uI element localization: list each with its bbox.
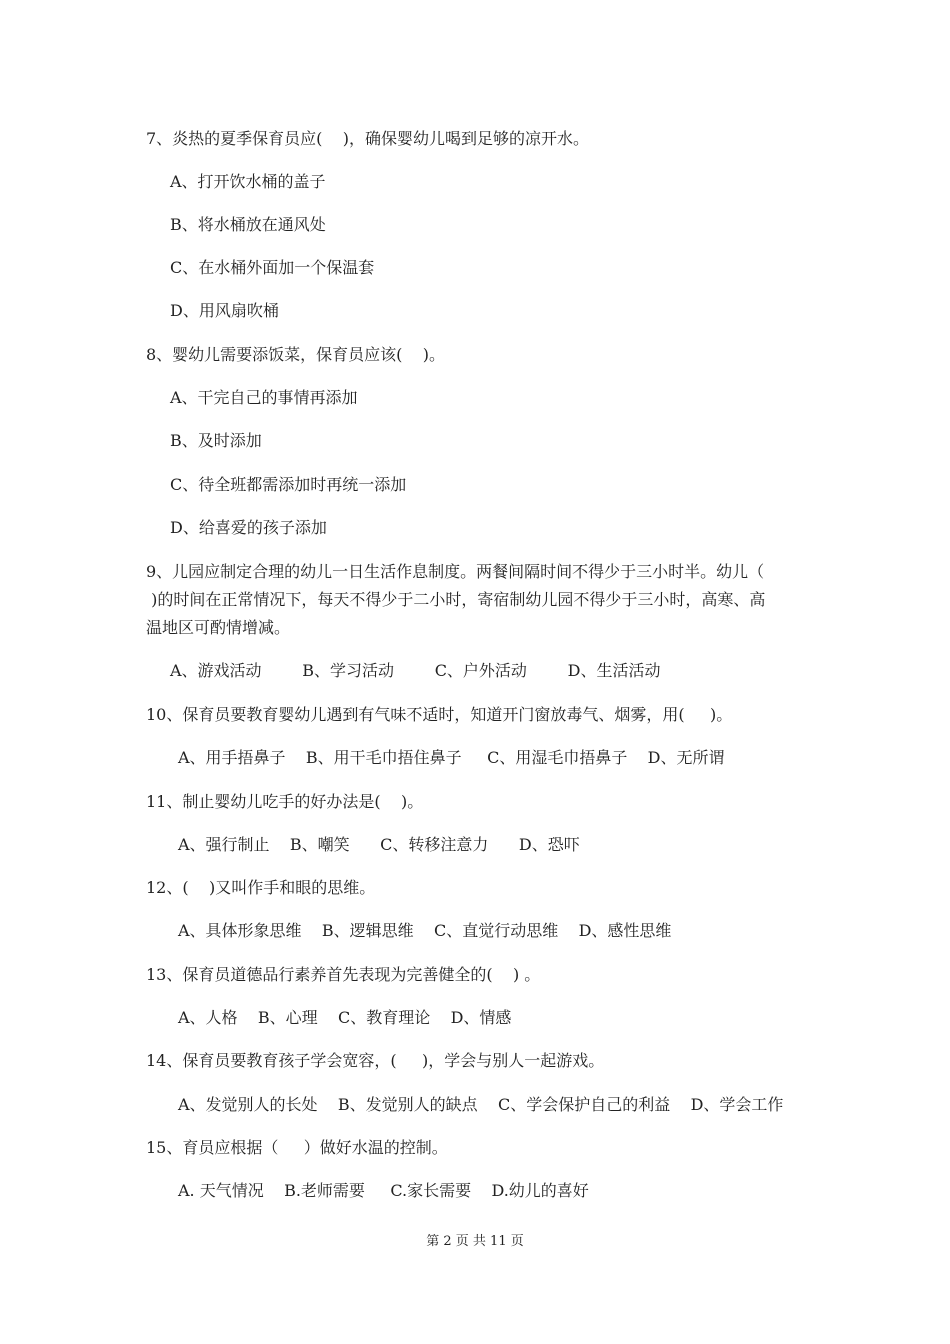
question-9-stem-line-1: 9、儿园应制定合理的幼儿一日生活作息制度。两餐间隔时间不得少于三小时半。幼儿（: [146, 562, 765, 581]
question-11-stem: 11、制止婴幼儿吃手的好办法是( )。: [146, 792, 424, 811]
question-15-stem: 15、育员应根据（ ）做好水温的控制。: [146, 1138, 448, 1157]
question-13-stem: 13、保育员道德品行素养首先表现为完善健全的( ) 。: [146, 965, 541, 984]
question-8-option-a: A、干完自己的事情再添加: [170, 388, 358, 407]
question-14-stem: 14、保育员要教育孩子学会宽容，( )，学会与别人一起游戏。: [146, 1051, 605, 1070]
question-9-options: A、游戏活动 B、学习活动 C、户外活动 D、生活活动: [170, 661, 661, 680]
question-12-stem: 12、( )又叫作手和眼的思维。: [146, 878, 376, 897]
question-8-stem: 8、婴幼儿需要添饭菜，保育员应该( )。: [146, 345, 446, 364]
question-12-options: A、具体形象思维 B、逻辑思维 C、直觉行动思维 D、感性思维: [178, 921, 672, 940]
question-8-option-c: C、待全班都需添加时再统一添加: [170, 475, 407, 494]
question-11-options: A、强行制止 B、嘲笑 C、转移注意力 D、恐吓: [178, 835, 580, 854]
question-8-option-d: D、给喜爱的孩子添加: [170, 518, 327, 537]
question-8-option-b: B、及时添加: [170, 431, 262, 450]
question-9-stem-line-3: 温地区可酌情增减。: [146, 618, 291, 637]
question-10-stem: 10、保育员要教育婴幼儿遇到有气味不适时，知道开门窗放毒气、烟雾，用( )。: [146, 705, 733, 724]
question-7-option-b: B、将水桶放在通风处: [170, 215, 326, 234]
question-9-stem-line-2: )的时间在正常情况下，每天不得少于二小时，寄宿制幼儿园不得少于三小时，高寒、高: [146, 590, 766, 609]
page-number-footer: 第 2 页 共 11 页: [426, 1234, 524, 1249]
question-7-option-c: C、在水桶外面加一个保温套: [170, 258, 375, 277]
question-10-options: A、用手捂鼻子 B、用干毛巾捂住鼻子 C、用湿毛巾捂鼻子 D、无所谓: [178, 748, 725, 767]
question-13-options: A、人格 B、心理 C、教育理论 D、情感: [178, 1008, 512, 1027]
question-7-option-d: D、用风扇吹桶: [170, 301, 279, 320]
question-14-options: A、发觉别人的长处 B、发觉别人的缺点 C、学会保护自己的利益 D、学会工作: [178, 1095, 784, 1114]
question-7-stem: 7、炎热的夏季保育员应( )，确保婴幼儿喝到足够的凉开水。: [146, 129, 590, 148]
question-7-option-a: A、打开饮水桶的盖子: [170, 172, 326, 191]
question-15-options: A. 天气情况 B.老师需要 C.家长需要 D.幼儿的喜好: [178, 1181, 589, 1200]
